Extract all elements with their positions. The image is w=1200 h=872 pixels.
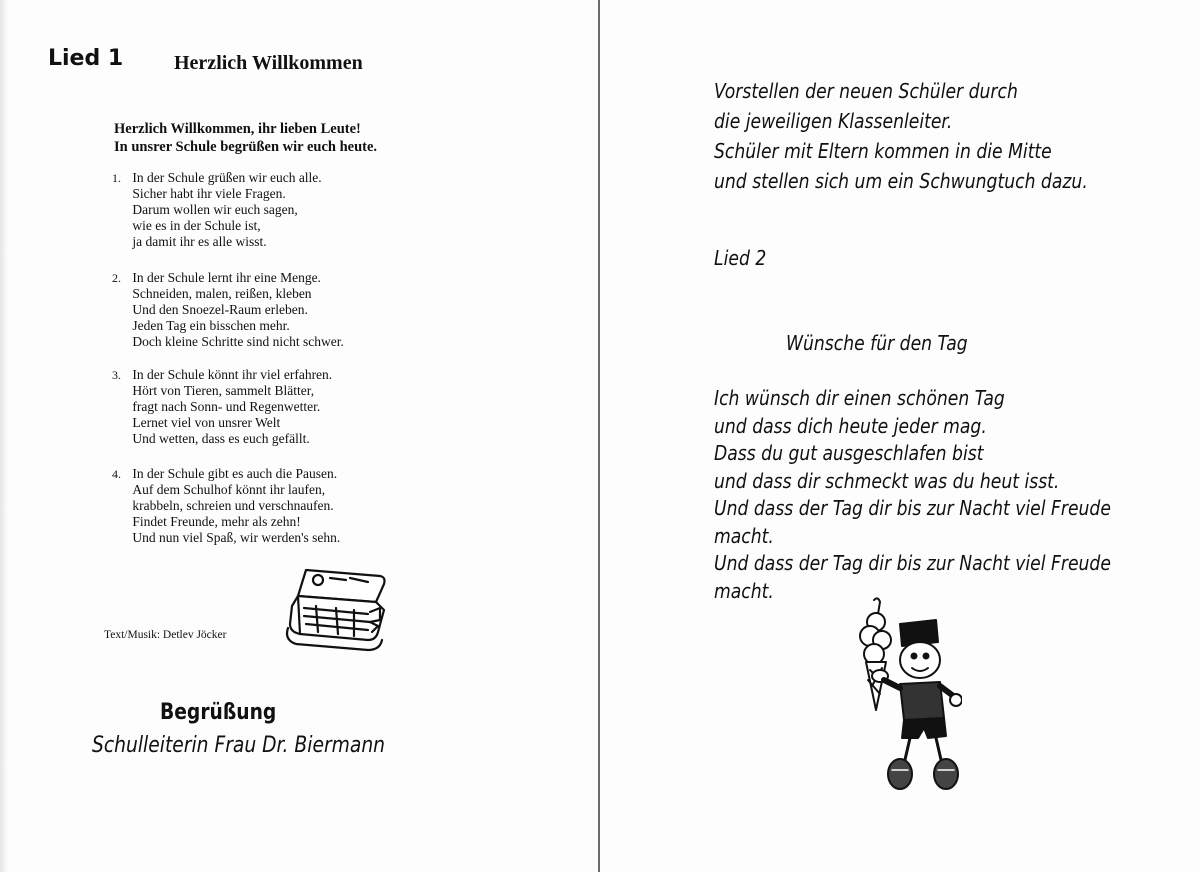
song-2-number: Lied 2: [714, 246, 767, 270]
poem-line: und dass dich heute jeder mag.: [714, 413, 987, 438]
verse-number: 3.: [112, 368, 121, 382]
poem-line: Und dass der Tag dir bis zur Nacht viel Freude: [714, 496, 1111, 520]
verse-line: Darum wollen wir euch sagen,: [132, 202, 298, 217]
verse-line: Hört von Tieren, sammelt Blätter,: [132, 383, 315, 398]
verse-line: Lernet viel von unsrer Welt: [132, 415, 281, 430]
verse-line: Findet Freunde, mehr als zehn!: [132, 514, 301, 529]
poem-line: macht.: [714, 578, 774, 603]
poem-line: Dass du gut ausgeschlafen bist: [714, 441, 984, 465]
verse-line: Und nun viel Spaß, wir werden's sehn.: [132, 530, 341, 545]
pencil-case-icon: [284, 562, 390, 652]
song-2-poem: [714, 385, 1111, 605]
verse-line: Und den Snoezel-Raum erleben.: [132, 302, 308, 317]
song-1-verse-4: [112, 466, 340, 546]
verse-line: In der Schule gibt es auch die Pausen.: [132, 466, 338, 481]
song-1-refrain: [114, 120, 377, 156]
song-1-credit: Text/Musik: Detlev Jöcker: [104, 629, 227, 641]
verse-line: wie es in der Schule ist,: [132, 218, 261, 233]
poem-line: Und dass der Tag dir bis zur Nacht viel Freude: [714, 551, 1111, 575]
introduction-text: [714, 76, 1088, 196]
verse-number: 1.: [112, 171, 121, 185]
song-1-number: Lied 1: [48, 46, 124, 71]
verse-number: 4.: [112, 467, 121, 481]
boy-with-ice-cream-icon: [852, 594, 962, 794]
verse-line: Und wetten, dass es euch gefällt.: [132, 431, 310, 446]
poem-line: Ich wünsch dir einen schönen Tag: [714, 386, 1005, 410]
verse-line: krabbeln, schreien und verschnaufen.: [132, 498, 334, 513]
verse-number: 2.: [112, 271, 121, 285]
poem-line: und dass dir schmeckt was du heut isst.: [714, 468, 1060, 493]
song-2-title: Wünsche für den Tag: [786, 331, 968, 355]
verse-line: In der Schule grüßen wir euch alle.: [132, 170, 322, 185]
intro-line: die jeweiligen Klassenleiter.: [714, 109, 953, 133]
refrain-line: Herzlich Willkommen, ihr lieben Leute!: [114, 121, 361, 137]
intro-line: und stellen sich um ein Schwungtuch dazu.: [714, 169, 1088, 193]
verse-line: Doch kleine Schritte sind nicht schwer.: [132, 334, 344, 349]
song-1-verse-2: [112, 270, 344, 350]
verse-line: Jeden Tag ein bisschen mehr.: [132, 318, 290, 333]
poem-line: macht.: [714, 523, 774, 548]
refrain-line: In unsrer Schule begrüßen wir euch heute.: [114, 139, 378, 155]
page-edge-shadow: [0, 0, 8, 872]
verse-line: Auf dem Schulhof könnt ihr laufen,: [132, 482, 326, 497]
verse-line: In der Schule lernt ihr eine Menge.: [132, 270, 321, 285]
song-1-title: Herzlich Willkommen: [174, 52, 363, 74]
intro-line: Schüler mit Eltern kommen in die Mitte: [714, 139, 1052, 163]
greeting-speaker: Schulleiterin Frau Dr. Biermann: [92, 733, 386, 758]
greeting-heading: Begrüßung: [160, 700, 277, 725]
intro-line: Vorstellen der neuen Schüler durch: [714, 79, 1018, 103]
verse-line: Schneiden, malen, reißen, kleben: [132, 286, 312, 301]
verse-line: ja damit ihr es alle wisst.: [132, 234, 267, 249]
page-fold: [598, 0, 600, 872]
verse-line: fragt nach Sonn- und Regenwetter.: [132, 399, 321, 414]
verse-line: In der Schule könnt ihr viel erfahren.: [132, 367, 333, 382]
song-1-verse-3: [112, 367, 332, 447]
verse-line: Sicher habt ihr viele Fragen.: [132, 186, 286, 201]
song-1-verse-1: [112, 170, 322, 250]
